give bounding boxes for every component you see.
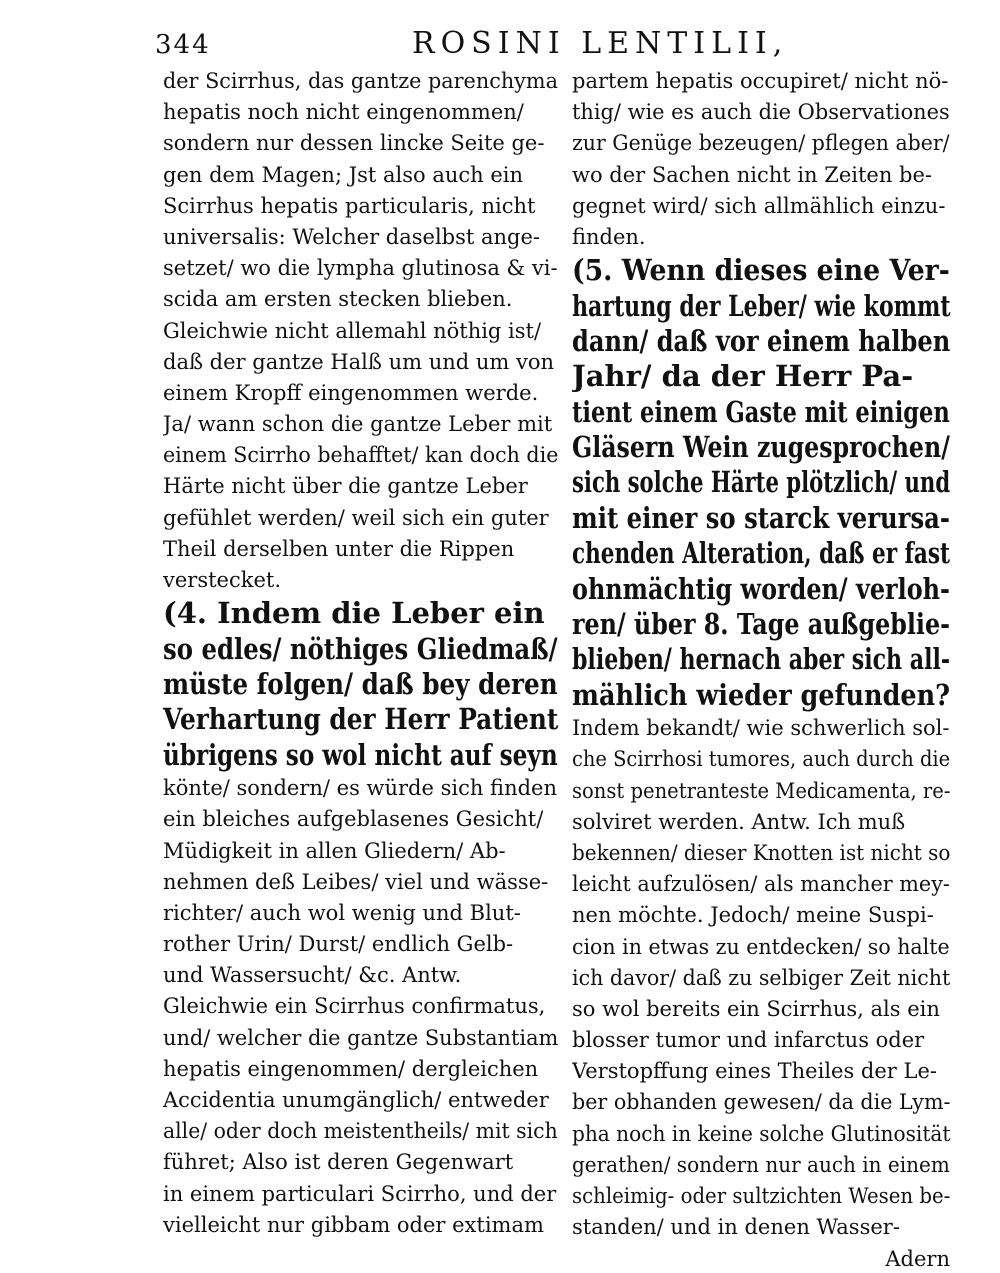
running-head: ROSINI LENTILII, — [412, 26, 789, 61]
text-line: der Scirrhus, das gantze parenchyma — [163, 69, 558, 93]
text-line: sondern nur dessen lincke Seite ge- — [163, 131, 545, 156]
text-line: nehmen deß Leibes/ viel und wässe- — [163, 869, 549, 894]
text-line: gefühlet werden/ weil sich ein guter — [163, 505, 549, 530]
text-line: Gleichwie ein Scirrhus confirmatus, — [163, 994, 546, 1019]
text-line: leicht aufzulösen/ als mancher mey- — [572, 872, 950, 897]
text-line: bekennen/ dieser Knotten ist nicht so — [572, 840, 951, 865]
text-line: Ja/ wann schon die gantze Leber mit — [163, 412, 553, 437]
text-line: ber obhanden gewesen/ da die Lym- — [572, 1090, 951, 1115]
text-line: mit einer so starck verursa- — [572, 500, 951, 535]
text-line: zur Genüge bezeugen/ pflegen aber/ — [572, 131, 950, 156]
text-line: finden. — [572, 224, 646, 249]
text-line: Theil derselben unter die Rippen — [163, 536, 515, 561]
text-line: setzet/ wo die lympha glutinosa & vi- — [163, 256, 558, 281]
text-line: pha noch in keine solche Glutinosität — [572, 1121, 951, 1146]
text-line: sich solche Härte plötzlich/ und — [572, 465, 951, 500]
text-line: müste folgen/ daß bey deren — [163, 666, 558, 701]
text-line: und Wassersucht/ &c. Antw. — [163, 963, 462, 988]
page-number: 344 — [155, 30, 211, 60]
text-line: che Scirrhosi tumores, auch durch die — [572, 747, 951, 772]
text-line: hepatis noch nicht eingenommen/ — [163, 100, 524, 125]
text-line: einem Scirrho behafftet/ kan doch die — [163, 443, 559, 468]
text-line: wo der Sachen nicht in Zeiten be- — [572, 162, 933, 187]
text-line: rother Urin/ Durst/ endlich Gelb- — [163, 932, 514, 957]
text-line: Härte nicht über die gantze Leber — [163, 474, 528, 499]
text-line: universalis: Welcher daselbst ange- — [163, 224, 541, 249]
text-line: in einem particulari Scirrho, und der — [163, 1181, 557, 1206]
text-line: Scirrhus hepatis particularis, nicht — [163, 193, 536, 218]
text-line: ich davor/ daß zu selbiger Zeit nicht — [572, 965, 951, 990]
text-line: scida am ersten stecken blieben. — [163, 287, 513, 312]
text-line: sonst penetranteste Medicamenta, re- — [572, 778, 951, 803]
right-text-column — [572, 66, 950, 1273]
text-line: chenden Alteration, daß er fast — [572, 536, 950, 571]
text-line: Gleichwie nicht allemahl nöthig ist/ — [163, 318, 542, 343]
text-line: übrigens so wol nicht auf seyn — [163, 737, 558, 772]
text-line: Accidentia unumgänglich/ entweder — [163, 1088, 549, 1113]
text-line: standen/ und in denen Wasser- — [572, 1215, 900, 1240]
text-line: (4. Indem die Leber ein — [163, 596, 545, 631]
text-line: richter/ auch wol wenig und Blut- — [163, 900, 521, 925]
text-line: Indem bekandt/ wie schwerlich sol- — [572, 716, 950, 741]
text-line: ein bleiches aufgeblasenes Gesicht/ — [163, 807, 544, 832]
text-line: vielleicht nur gibbam oder extimam — [163, 1212, 544, 1237]
text-line: ohnmächtig worden/ verloh- — [572, 571, 950, 606]
text-line: so wol bereits ein Scirrhus, als ein — [572, 996, 940, 1021]
text-line: hartung der Leber/ wie kommt — [572, 288, 951, 323]
text-line: gegnet wird/ sich allmählich einzu- — [572, 193, 946, 218]
text-line: nen möchte. Jedoch/ meine Suspi- — [572, 903, 934, 928]
text-line: und/ welcher die gantze Substantiam — [163, 1025, 559, 1050]
text-line: blieben/ hernach aber sich all- — [572, 642, 951, 677]
text-line: mählich wieder gefunden? — [572, 677, 951, 712]
text-line: gerathen/ sondern nur auch in einem — [572, 1152, 950, 1177]
text-line: Müdigkeit in allen Gliedern/ Ab- — [163, 838, 506, 863]
left-text-column — [163, 66, 558, 1241]
text-line: thig/ wie es auch die Observationes — [572, 100, 950, 125]
catchword: Adern — [885, 1247, 950, 1272]
text-line: gen dem Magen; Jst also auch ein — [163, 162, 524, 187]
text-line: Verstopffung eines Theiles der Le- — [572, 1059, 937, 1084]
text-line: alle/ oder doch meistentheils/ mit sich — [163, 1119, 558, 1144]
text-line: dann/ daß vor einem halben — [572, 323, 951, 358]
text-line: blosser tumor und infarctus oder — [572, 1028, 925, 1053]
text-line: daß der gantze Halß um und um von — [163, 349, 555, 374]
text-line: so edles/ nöthiges Gliedmaß/ — [163, 631, 558, 666]
text-line: hepatis eingenommen/ dergleichen — [163, 1056, 539, 1081]
text-line: cion in etwas zu entdecken/ so halte — [572, 934, 950, 959]
text-line: (5. Wenn dieses eine Ver- — [572, 253, 950, 288]
text-line: Jahr/ da der Herr Pa- — [572, 359, 914, 394]
text-line: ren/ über 8. Tage außgeblie- — [572, 607, 950, 642]
text-line: partem hepatis occupiret/ nicht nö- — [572, 69, 949, 93]
text-line: Verhartung der Herr Patient — [163, 702, 559, 737]
text-line: einem Kropff eingenommen werde. — [163, 380, 539, 405]
text-line: könte/ sondern/ es würde sich finden — [163, 776, 557, 801]
text-line: führet; Also ist deren Gegenwart — [163, 1150, 514, 1175]
text-line: solviret werden. Antw. Ich muß — [572, 809, 906, 834]
text-line: Gläsern Wein zugesprochen/ — [572, 430, 950, 465]
text-line: tient einem Gaste mit einigen — [572, 394, 950, 429]
text-line: verstecket. — [163, 568, 282, 592]
text-line: schleimig- oder sultzichten Wesen be- — [572, 1184, 951, 1209]
